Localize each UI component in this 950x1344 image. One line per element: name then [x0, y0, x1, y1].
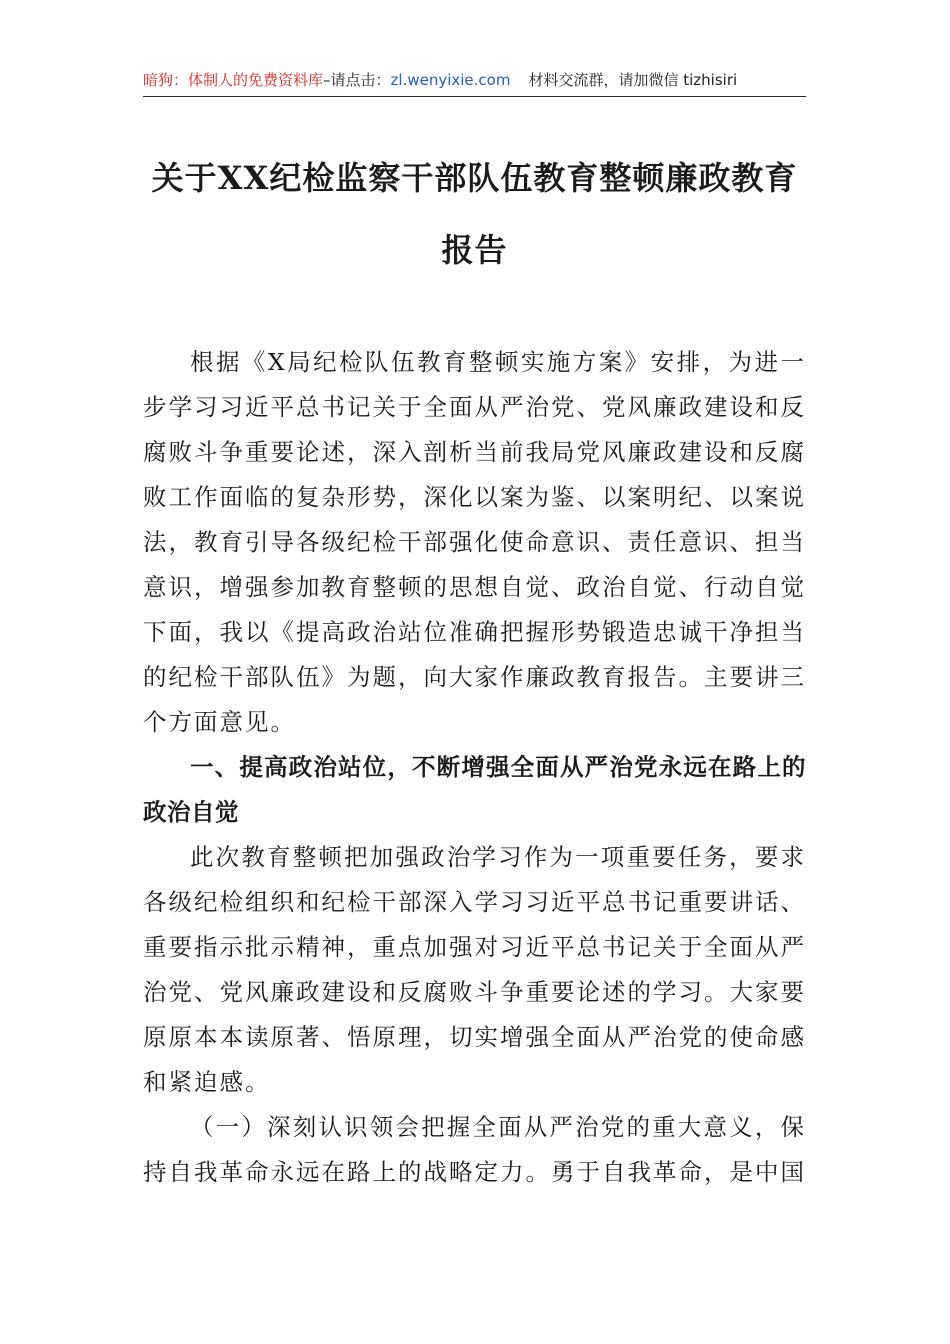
- page-header: [143, 66, 806, 97]
- document-body: [143, 340, 806, 1195]
- header-wechat-note: 材料交流群，请加微信 tizhisiri: [528, 71, 738, 89]
- header-click-prompt: –请点击：: [323, 71, 391, 89]
- header-url-link[interactable]: zl.wenyixie.com: [390, 71, 511, 89]
- paragraph-intro: 根据《X局纪检队伍教育整顿实施方案》安排，为进一步学习习近平总书记关于全面从严治党、党风廉政建设和反腐败斗争重要论述，深入剖析当前我局党风廉政建设和反腐败工作面临的复杂形势，深化以案为鉴、以案明纪、以案说法，教育引导各级纪检干部强化使命意识、责任意识、担当意识，增强参加教育整顿的思想自觉、政治自觉、行动自觉下面，我以《提高政治站位准确把握形势锻造忠诚干净担当的纪检干部队伍》为题，向大家作廉政教育报告。主要讲三个方面意见。: [143, 348, 806, 736]
- paragraph-subsection-1: （一）深刻认识领会把握全面从严治党的重大意义，保持自我革命永远在路上的战略定力。勇于自我革命，是中国: [143, 1113, 806, 1186]
- section-heading-1: 一、提高政治站位，不断增强全面从严治党永远在路上的政治自觉: [143, 753, 806, 826]
- paragraph-section-1: 此次教育整顿把加强政治学习作为一项重要任务，要求各级纪检组织和纪检干部深入学习习近平总书记重要讲话、重要指示批示精神，重点加强对习近平总书记关于全面从严治党、党风廉政建设和反腐败斗争重要论述的学习。大家要原原本本读原著、悟原理，切实增强全面从严治党的使命感和紧迫感。: [143, 843, 806, 1096]
- document-title: 关于XX纪检监察干部队伍教育整顿廉政教育报告: [151, 159, 798, 269]
- header-brand: 暗狗：体制人的免费资料库: [143, 71, 324, 89]
